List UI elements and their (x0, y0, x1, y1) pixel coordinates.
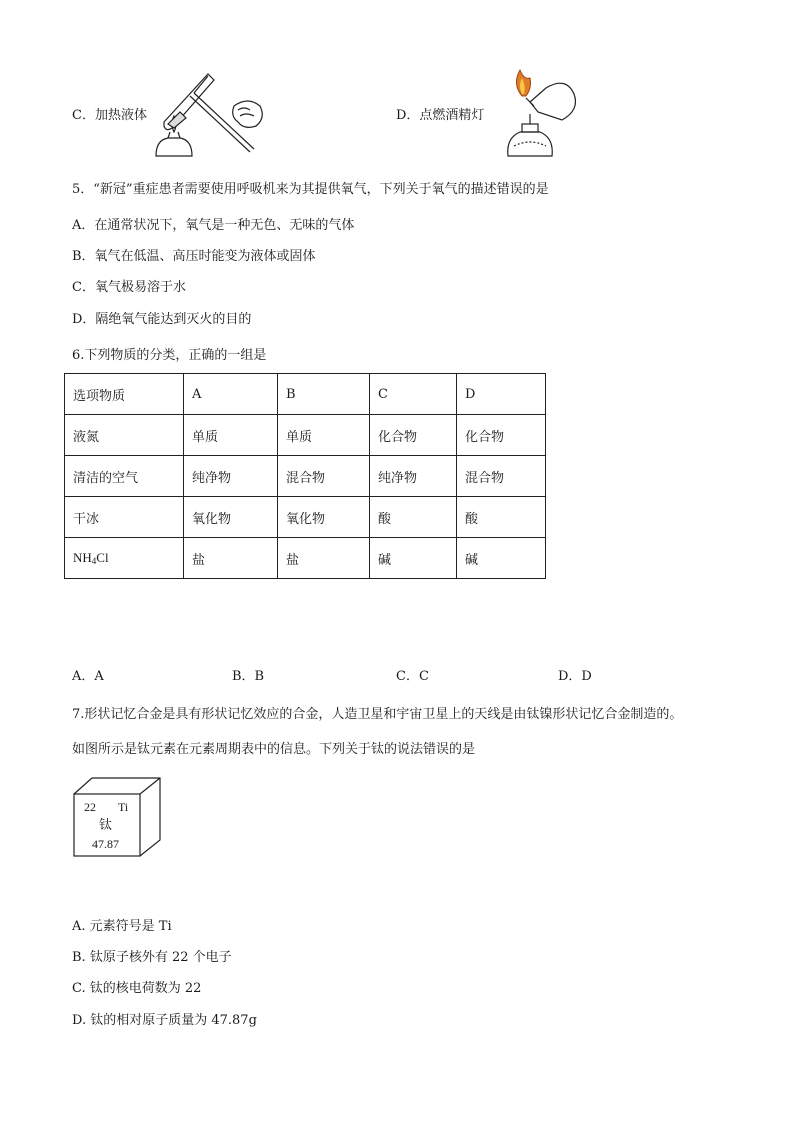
tube-holder (190, 96, 250, 152)
q5-stem: 5．“新冠”重症患者需要使用呼吸机来为其提供氧气，下列关于氧气的描述错误的是 (72, 182, 549, 197)
q7-option-c: C. 钛的核电荷数为 22 (72, 981, 202, 996)
classification-table (64, 373, 546, 579)
q4-option-d-label: D．点燃酒精灯 (396, 108, 485, 123)
table-cell-formula (65, 538, 184, 579)
table-header-cell: B (278, 374, 370, 415)
table-cell: 单质 (184, 415, 278, 456)
q7-option-a: A. 元素符号是 Ti (72, 919, 172, 934)
table-cell: 纯净物 (370, 456, 457, 497)
q5-option-d: D．隔绝氧气能达到灭火的目的 (72, 312, 252, 327)
table-header-cell: A (184, 374, 278, 415)
table-header-row (65, 374, 546, 415)
element-symbol: Ti (118, 800, 129, 814)
table-cell: 氧化物 (278, 497, 370, 538)
q4-option-c-label: C．加热液体 (72, 108, 147, 123)
table-cell: 清洁的空气 (65, 456, 184, 497)
table-cell: 碱 (457, 538, 546, 579)
q6-option-a: A．A (72, 669, 104, 684)
table-row (65, 415, 546, 456)
alcohol-lamp-body (156, 138, 192, 156)
q5-option-c: C．氧气极易溶于水 (72, 280, 186, 295)
table-header-cell: D (457, 374, 546, 415)
table-header-cell: C (370, 374, 457, 415)
table-cell: 纯净物 (184, 456, 278, 497)
q6-option-d: D．D (558, 669, 592, 684)
table-cell: 混合物 (278, 456, 370, 497)
table-cell: 化合物 (457, 415, 546, 456)
q7-option-d: D. 钛的相对原子质量为 47.87g (72, 1013, 257, 1028)
table-cell: 酸 (457, 497, 546, 538)
table-row (65, 497, 546, 538)
table-cell: 盐 (184, 538, 278, 579)
q6-option-c: C．C (396, 669, 429, 684)
table-row (65, 538, 546, 579)
element-name: 钛 (99, 818, 113, 833)
table-cell: 酸 (370, 497, 457, 538)
atomic-number: 22 (84, 800, 96, 814)
tilted-lamp (530, 83, 576, 120)
formula-subscript: 4 (91, 556, 97, 566)
table-cell: 氧化物 (184, 497, 278, 538)
lighting-alcohol-lamp-figure (500, 66, 586, 160)
q7-stem-line2: 如图所示是钛元素在元素周期表中的信息。下列关于钛的说法错误的是 (72, 742, 476, 757)
q5-option-a: A．在通常状况下，氧气是一种无色、无味的气体 (72, 218, 355, 233)
table-cell: 化合物 (370, 415, 457, 456)
atomic-mass: 47.87 (92, 837, 119, 851)
upright-lamp (508, 132, 553, 156)
table-row (65, 456, 546, 497)
table-cell: 盐 (278, 538, 370, 579)
q7-option-b: B. 钛原子核外有 22 个电子 (72, 950, 232, 965)
q6-option-b: B．B (232, 669, 265, 684)
q7-stem-line1: 7.形状记忆合金是具有形状记忆效应的合金，人造卫星和宇宙卫星上的天线是由钛镍形状记忆合金制造的。 (72, 707, 683, 722)
table-cell: 液氮 (65, 415, 184, 456)
formula-nh: NH (73, 550, 92, 565)
heating-liquid-figure (150, 66, 270, 162)
q6-stem: 6.下列物质的分类，正确的一组是 (72, 348, 267, 363)
titanium-element-cell (72, 776, 164, 860)
table-cell: 碱 (370, 538, 457, 579)
formula-cl: Cl (96, 550, 109, 565)
table-cell: 单质 (278, 415, 370, 456)
table-header-cell: 选项物质 (65, 374, 184, 415)
q5-option-b: B．氧气在低温、高压时能变为液体或固体 (72, 249, 316, 264)
table-cell: 干冰 (65, 497, 184, 538)
table-cell: 混合物 (457, 456, 546, 497)
